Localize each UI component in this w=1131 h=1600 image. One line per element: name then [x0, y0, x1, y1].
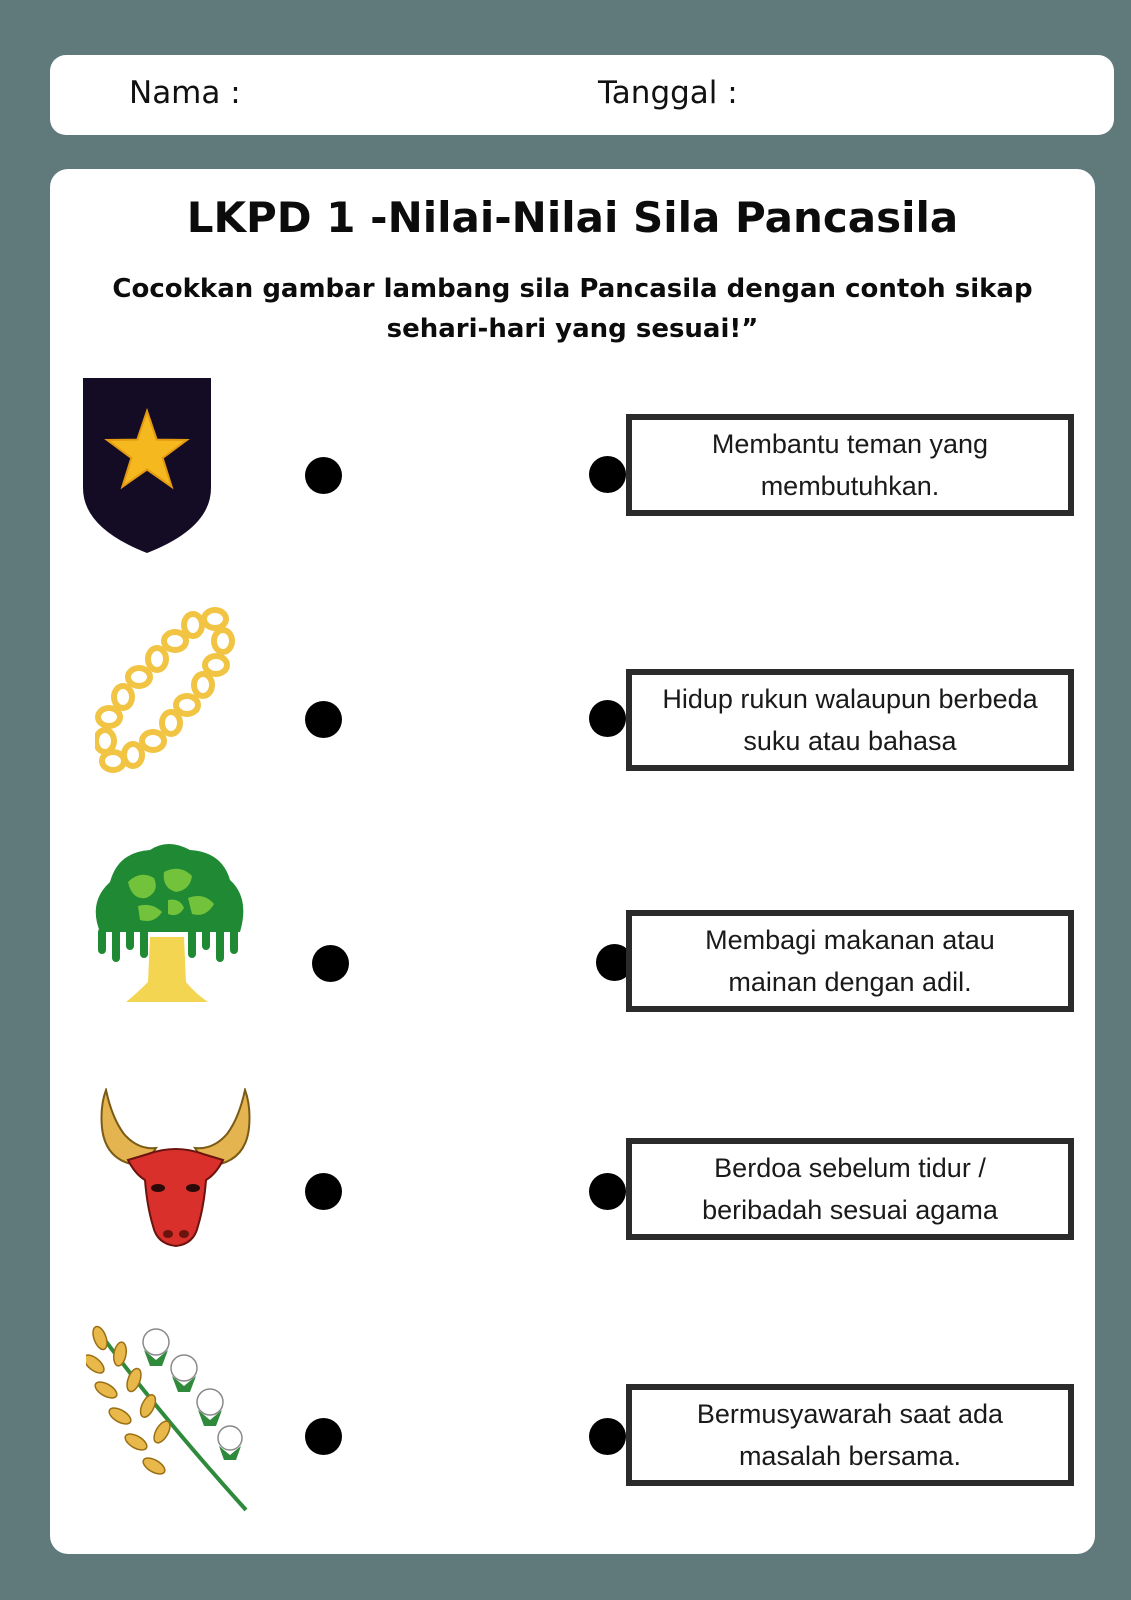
- right-match-dot-2[interactable]: [589, 700, 626, 737]
- answer-box-5: [626, 1384, 1074, 1486]
- left-match-dot-1[interactable]: [305, 457, 342, 494]
- answer-box-3: [626, 910, 1074, 1012]
- banyan-tree-icon: [88, 842, 250, 1007]
- worksheet-title: LKPD 1 -Nilai-Nilai Sila Pancasila: [186, 193, 959, 242]
- answer-box-4: [626, 1138, 1074, 1240]
- answer-text-3: Membagi makanan atau mainan dengan adil.: [705, 925, 995, 997]
- right-match-dot-1[interactable]: [589, 456, 626, 493]
- answer-box-2: [626, 669, 1074, 771]
- left-match-dot-2[interactable]: [305, 701, 342, 738]
- star-shield-icon: [83, 378, 213, 553]
- nama-label: Nama :: [129, 75, 241, 111]
- answer-text-4: Berdoa sebelum tidur / beribadah sesuai agama: [702, 1153, 998, 1225]
- bull-head-icon: [98, 1088, 253, 1258]
- answer-box-1: [626, 414, 1074, 516]
- chain-icon: [95, 603, 235, 773]
- answer-text-1: Membantu teman yang membutuhkan.: [711, 429, 989, 501]
- worksheet-instruction: Cocokkan gambar lambang sila Pancasila dengan contoh sikap sehari-hari yang sesuai!”: [112, 274, 1033, 344]
- left-match-dot-5[interactable]: [305, 1418, 342, 1455]
- answer-text-2: Hidup rukun walaupun berbeda suku atau bahasa: [662, 684, 1038, 756]
- header-card: [50, 55, 1114, 135]
- rice-cotton-icon: [86, 1320, 251, 1515]
- right-match-dot-5[interactable]: [589, 1418, 626, 1455]
- answer-text-5: Bermusyawarah saat ada masalah bersama.: [696, 1399, 1004, 1471]
- tanggal-label: Tanggal :: [598, 75, 738, 111]
- left-match-dot-3[interactable]: [312, 945, 349, 982]
- left-match-dot-4[interactable]: [305, 1173, 342, 1210]
- right-match-dot-4[interactable]: [589, 1173, 626, 1210]
